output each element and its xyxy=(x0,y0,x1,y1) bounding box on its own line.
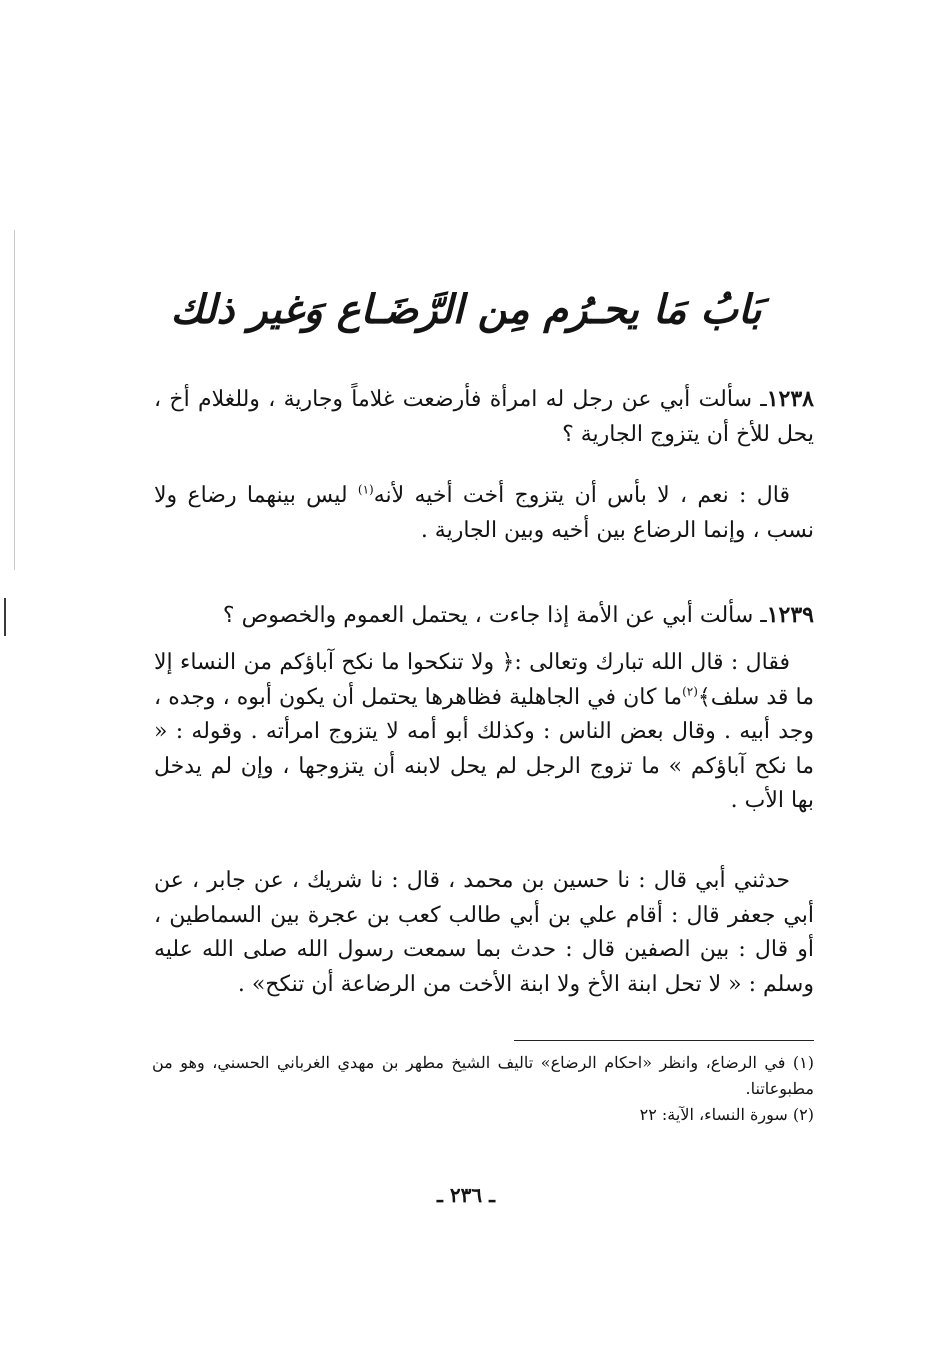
question-text: ـ سألت أبي عن الأمة إذا جاءت ، يحتمل العموم والخصوص ؟ xyxy=(222,603,767,628)
question-text: ـ سألت أبي عن رجل له امرأة فأرضعت غلاماً وجارية ، وللغلام أخ ، يحل للأخ أن يتزوج الجارية ؟ xyxy=(154,387,814,447)
scan-edge-mark xyxy=(4,598,6,636)
hadith-text: حدثني أبي قال : نا حسين بن محمد ، قال : نا شريك ، عن جابر ، عن أبي جعفر قال : أقام علي بن أبي طالب كعب بن عجرة بين السماطين ، أو قال : بين الصفين قال : حدث بما سمعت رسول الله صلى الله عليه وسلم : « لا تحل ابنة الأخ ولا ابنة الأخت من الرضاعة أن تنكح» . xyxy=(154,868,814,997)
answer-text: ما كان في الجاهلية فظاهرها يحتمل أن يكون أبوه ، وجده ، وجد أبيه . وقال بعض الناس : وكذلك أبو أمه لا يتزوج امرأته . وقوله : « ما نكح آباؤكم » ما تزوج الرجل لم يحل لابنه أن يتزوجها ، وإن لم يدخل بها الأب . xyxy=(154,684,814,813)
answer-text: ليس بينهما رضاع ولا نسب ، وإنما الرضاع بين أخيه وبين الجارية . xyxy=(154,483,814,543)
entry-1238-question xyxy=(154,382,814,452)
footnotes xyxy=(152,1050,814,1128)
answer-text: فقال : قال الله تبارك وتعالى :﴿ ولا تنكحوا ما نكح آباؤكم من النساء إلا ما قد سلف﴾ xyxy=(154,650,815,710)
entry-1239-answer xyxy=(154,646,814,819)
scan-edge-mark xyxy=(14,230,15,570)
footnote-divider xyxy=(514,1040,814,1041)
entry-1238-answer xyxy=(154,479,814,548)
footnote-ref: (٢) xyxy=(682,684,698,699)
footnote-ref: (١) xyxy=(357,482,374,497)
entry-1239-question xyxy=(154,598,814,634)
entry-number: ١٢٣٩ xyxy=(766,602,814,628)
entry-number: ١٢٣٨ xyxy=(766,386,814,412)
footnote-1: (١) في الرضاع، وانظر «احكام الرضاع» تاليف الشيخ مطهر بن مهدي الغرباني الحسني، وهو من مطبوعاتنا. xyxy=(152,1053,814,1098)
hadith-paragraph xyxy=(154,864,814,1002)
footnote-2: (٢) سورة النساء، الآية: ٢٢ xyxy=(639,1105,814,1124)
answer-text: قال : نعم ، لا بأس أن يتزوج أخت أخيه لأنه xyxy=(373,483,790,508)
page-number: ـ ٢٣٦ ـ xyxy=(437,1183,495,1207)
chapter-title: بَابُ مَا يحـرُم مِن الرَّضَـاع وَغير ذلك xyxy=(170,286,762,333)
